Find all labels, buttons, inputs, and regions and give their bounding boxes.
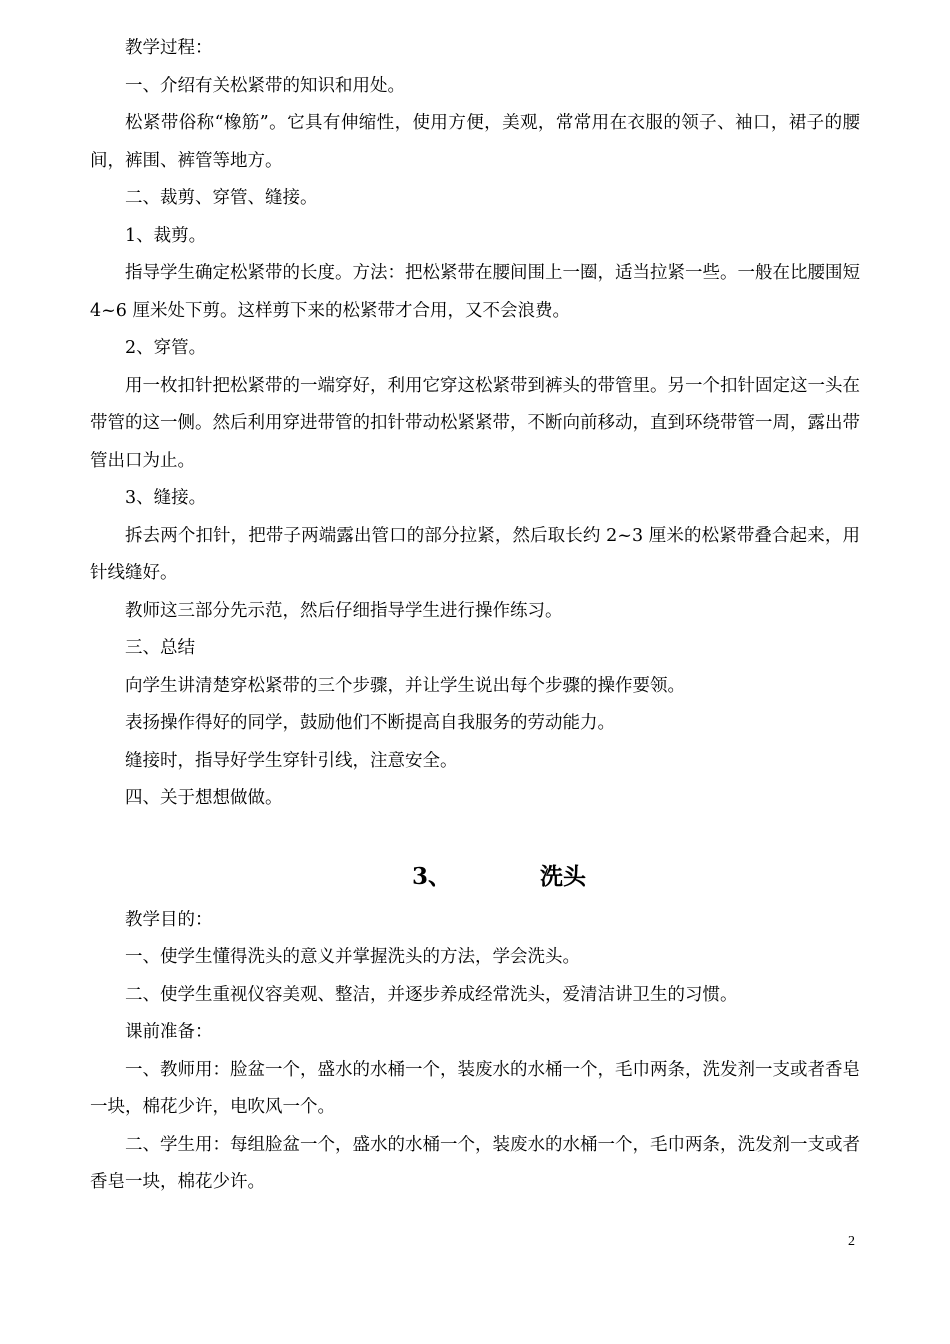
paragraph: 2、穿管。 (125, 338, 207, 358)
paragraph: 一、使学生懂得洗头的意义并掌握洗头的方法，学会洗头。 (125, 947, 580, 967)
paragraph: 缝接时，指导好学生穿针引线，注意安全。 (125, 750, 458, 771)
paragraph: 拆去两个扣针，把带子两端露出管口的部分拉紧，然后取长约 2~3 厘米的松紧带叠合起来，用针线缝好。 (90, 525, 860, 583)
page-number: 2 (848, 1234, 855, 1249)
paragraph: 教学目的： (125, 909, 213, 930)
paragraph: 二、使学生重视仪容美观、整洁，并逐步养成经常洗头，爱清洁讲卫生的习惯。 (125, 984, 738, 1005)
paragraph: 向学生讲清楚穿松紧带的三个步骤，并让学生说出每个步骤的操作要领。 (125, 675, 685, 696)
paragraph: 四、关于想想做做。 (125, 788, 283, 808)
section-title: 洗头 (540, 862, 586, 890)
paragraph: 三、总结 (125, 638, 195, 658)
paragraph: 二、裁剪、穿管、缝接。 (125, 188, 318, 208)
paragraph: 课前准备： (125, 1022, 213, 1042)
page-body (90, 30, 860, 1202)
paragraph: 3、缝接。 (125, 488, 207, 508)
section-number: 3、 (412, 862, 452, 890)
paragraph: 一、教师用：脸盆一个，盛水的水桶一个，装废水的水桶一个，毛巾两条，洗发剂一支或者香皂一块，棉花少许，电吹风一个。 (90, 1059, 860, 1117)
paragraph: 教师这三部分先示范，然后仔细指导学生进行操作练习。 (125, 600, 563, 621)
paragraph: 松紧带俗称“橡筋”。它具有伸缩性，使用方便，美观，常常用在衣服的领子、袖口，裙子的腰间，裤围、裤管等地方。 (90, 113, 860, 171)
paragraph: 指导学生确定松紧带的长度。方法：把松紧带在腰间围上一圈，适当拉紧一些。一般在比腰围短 4~6 厘米处下剪。这样剪下来的松紧带才合用，又不会浪费。 (90, 263, 860, 321)
paragraph: 二、学生用：每组脸盆一个，盛水的水桶一个，装废水的水桶一个，毛巾两条，洗发剂一支或者香皂一块，棉花少许。 (90, 1134, 860, 1192)
paragraph: 用一枚扣针把松紧带的一端穿好，利用它穿这松紧带到裤头的带管里。另一个扣针固定这一头在带管的这一侧。然后利用穿进带管的扣针带动松紧紧带，不断向前移动，直到环绕带管一周，露出带管出口为止。 (90, 375, 860, 471)
paragraph: 一、介绍有关松紧带的知识和用处。 (125, 75, 405, 96)
paragraph: 表扬操作得好的同学，鼓励他们不断提高自我服务的劳动能力。 (125, 713, 615, 733)
paragraph: 教学过程： (125, 38, 213, 58)
paragraph: 1、裁剪。 (125, 225, 207, 246)
section-heading (90, 852, 860, 902)
